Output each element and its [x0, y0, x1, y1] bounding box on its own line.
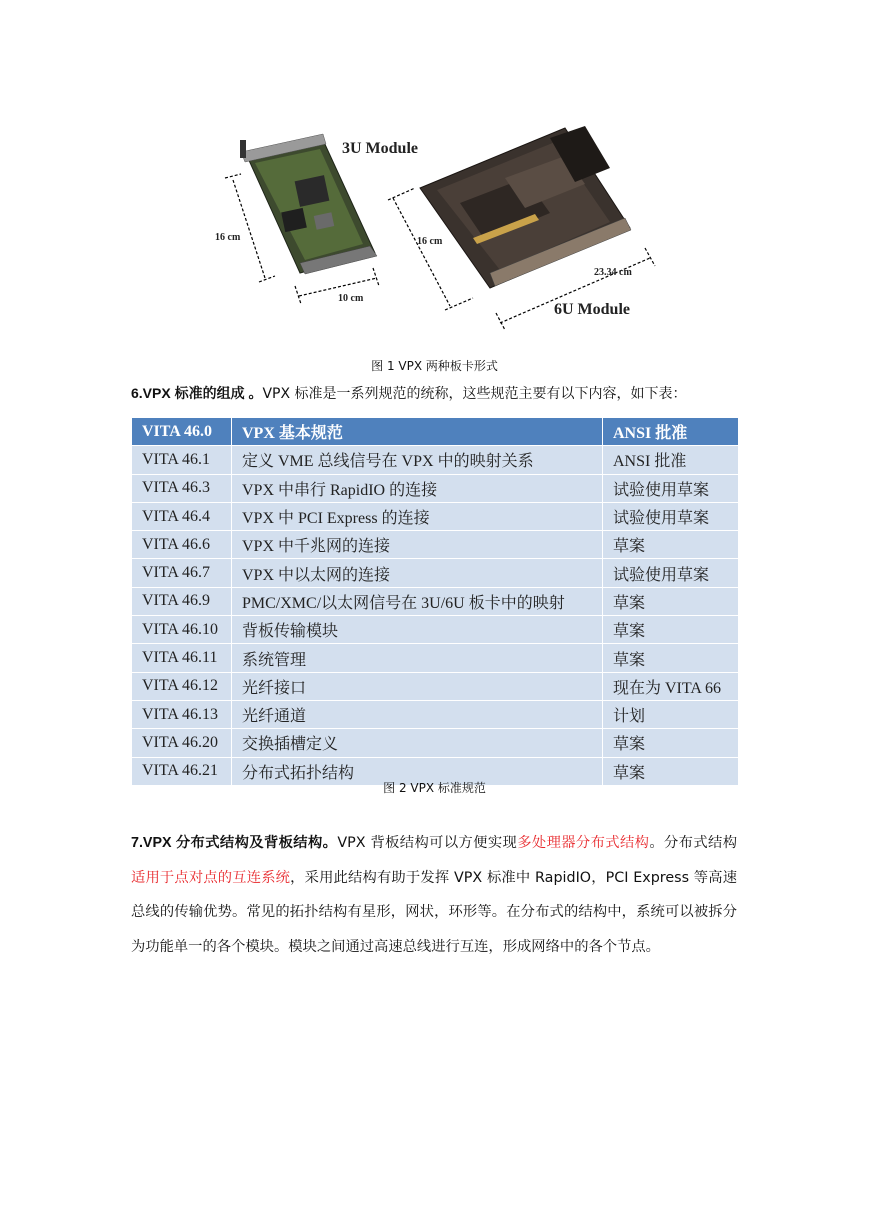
cell-standard: VITA 46.20	[132, 729, 232, 757]
table-row	[132, 531, 739, 559]
cell-description: 系统管理	[232, 644, 603, 672]
cell-standard: VITA 46.9	[132, 587, 232, 615]
table-row	[132, 446, 739, 474]
cell-status: 草案	[603, 757, 739, 785]
section7-highlight-a: 多处理器分布式结构	[517, 835, 650, 851]
cell-standard: VITA 46.21	[132, 757, 232, 785]
table-row	[132, 644, 739, 672]
cell-standard: VITA 46.6	[132, 531, 232, 559]
label-6u-width: 23.34 cm	[594, 267, 632, 278]
table-caption: 图 2 VPX 标准规范	[383, 781, 486, 795]
cell-description: VPX 中以太网的连接	[232, 559, 603, 587]
vpx-spec-table	[131, 417, 739, 786]
cell-status: 草案	[603, 587, 739, 615]
vpx-modules-figure	[205, 118, 660, 333]
label-3u-width: 10 cm	[338, 293, 364, 304]
cell-status: ANSI 批准	[603, 446, 739, 474]
cell-description: 光纤通道	[232, 700, 603, 728]
cell-standard: VITA 46.13	[132, 700, 232, 728]
cell-standard: VITA 46.1	[132, 446, 232, 474]
cell-standard: VITA 46.7	[132, 559, 232, 587]
cell-standard: VITA 46.10	[132, 616, 232, 644]
table-row	[132, 587, 739, 615]
cell-status: 试验使用草案	[603, 502, 739, 530]
section7-paragraph	[131, 826, 737, 964]
cell-description: 背板传输模块	[232, 616, 603, 644]
section6-heading: 6.VPX 标准的组成 。	[131, 385, 263, 401]
cell-standard: VITA 46.4	[132, 502, 232, 530]
table-row	[132, 700, 739, 728]
table-row	[132, 559, 739, 587]
cell-status: 计划	[603, 700, 739, 728]
label-3u-height: 16 cm	[215, 232, 241, 243]
table-row	[132, 616, 739, 644]
section6-paragraph	[131, 383, 737, 403]
cell-description: VPX 中 PCI Express 的连接	[232, 502, 603, 530]
section7-text-b: 。分布式结构	[649, 835, 737, 851]
section7-text-a: VPX 背板结构可以方便实现	[337, 835, 518, 851]
cell-status: 草案	[603, 644, 739, 672]
cell-description: VPX 中千兆网的连接	[232, 531, 603, 559]
cell-description: PMC/XMC/以太网信号在 3U/6U 板卡中的映射	[232, 587, 603, 615]
section6-text: VPX 标准是一系列规范的统称，这些规范主要有以下内容，如下表：	[262, 386, 687, 402]
cell-status: 试验使用草案	[603, 559, 739, 587]
label-3u-module: 3U Module	[342, 140, 418, 157]
header-cell-standard: VITA 46.0	[132, 418, 232, 446]
cell-description: 分布式拓扑结构	[232, 757, 603, 785]
section7-heading: 7.VPX 分布式结构及背板结构。	[131, 835, 338, 851]
table-row	[132, 672, 739, 700]
cell-description: 定义 VME 总线信号在 VPX 中的映射关系	[232, 446, 603, 474]
label-6u-module: 6U Module	[554, 301, 630, 318]
header-cell-description: VPX 基本规范	[232, 418, 603, 446]
cell-status: 现在为 VITA 66	[603, 672, 739, 700]
cell-standard: VITA 46.11	[132, 644, 232, 672]
figure1-caption: 图 1 VPX 两种板卡形式	[371, 359, 498, 373]
cell-description: 交换插槽定义	[232, 729, 603, 757]
cell-standard: VITA 46.12	[132, 672, 232, 700]
6u-module-board	[420, 126, 631, 288]
header-cell-status: ANSI 批准	[603, 418, 739, 446]
cell-status: 草案	[603, 531, 739, 559]
cell-status: 草案	[603, 729, 739, 757]
table-row	[132, 729, 739, 757]
table-row	[132, 502, 739, 530]
table-header-row	[132, 418, 739, 446]
label-6u-height: 16 cm	[417, 236, 443, 247]
section7-text-c: ，采用此结构有助于发挥 VPX 标准中 RapidIO，PCI Express 等高速总线的传输优势。常见的拓扑结构有星形，网状，环形等。在分布式的结构中，系统可以被拆分为功能单一的各个模块。模块之间通过高速总线进行互连，形成网络中的各个节点。	[131, 869, 737, 955]
section7-highlight-b: 适用于点对点的互连系统	[131, 869, 291, 886]
cell-status: 草案	[603, 616, 739, 644]
cell-description: 光纤接口	[232, 672, 603, 700]
cell-status: 试验使用草案	[603, 474, 739, 502]
cell-standard: VITA 46.3	[132, 474, 232, 502]
table-row	[132, 474, 739, 502]
cell-description: VPX 中串行 RapidIO 的连接	[232, 474, 603, 502]
